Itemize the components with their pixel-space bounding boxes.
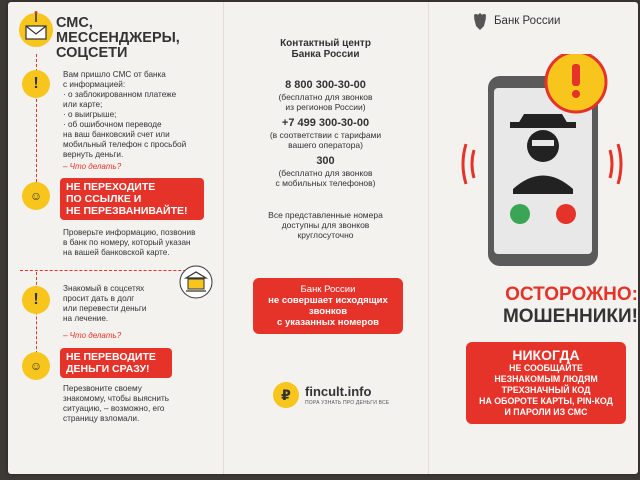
bank-emblem-icon bbox=[468, 10, 492, 34]
sms-scenario-text: Вам пришло СМС от банка с информацией: · о заблокированном платеже или карте; · о выигрыше; · об ошибочном переводе на ваш банковский счет или мобильный телефон с просьбой вернуть деньги. bbox=[63, 70, 187, 159]
no-outgoing-calls-box: Банк России не совершает исходящих звонков с указанных номеров bbox=[253, 278, 403, 334]
what-to-do-question: – Что делать? bbox=[63, 162, 122, 171]
column-contacts bbox=[223, 2, 428, 474]
headline-scammers: МОШЕННИКИ! bbox=[502, 306, 638, 327]
ruble-coin-icon bbox=[271, 380, 301, 410]
headline-caution: ОСТОРОЖНО: bbox=[505, 284, 638, 305]
social-scenario-text: Знакомый в соцсетях просит дать в долг или перевести деньги на лечение. bbox=[63, 284, 147, 323]
exclamation-icon: ! bbox=[22, 70, 50, 98]
phone-2: +7 499 300-30-00 bbox=[281, 117, 370, 129]
never-share-box bbox=[466, 342, 626, 424]
column-sms-messengers bbox=[8, 2, 223, 474]
leaflet-sheet bbox=[8, 2, 638, 474]
person-icon: ☺ bbox=[22, 182, 50, 210]
never-title: НИКОГДА bbox=[512, 347, 580, 363]
phone-1: 8 800 300-30-00 bbox=[285, 79, 366, 91]
never-text: НЕ СООБЩАЙТЕ НЕЗНАКОМЫМ ЛЮДЯМ ТРЕХЗНАЧНЫЙ КОД НА ОБОРОТЕ КАРТЫ, PIN-КОД И ПАРОЛИ ИЗ СМС bbox=[479, 363, 613, 417]
contact-center-title: Контактный центр Банка России bbox=[280, 38, 371, 60]
person-icon: ☺ bbox=[22, 352, 50, 380]
svg-text:₽: ₽ bbox=[281, 388, 291, 404]
bank-name: Банк России bbox=[494, 15, 561, 27]
exclamation-icon: ! bbox=[22, 286, 50, 314]
phone-3: 300 bbox=[316, 155, 335, 167]
column-warning bbox=[428, 2, 638, 474]
check-info-text: Проверьте информацию, позвонив в банк по номеру, который указан на вашей банковской карте. bbox=[63, 228, 196, 257]
what-to-do-question: – Что делать? bbox=[63, 331, 122, 340]
site-link[interactable]: fincult.info bbox=[305, 384, 372, 399]
phone-2-note: (в соответствии с тарифами вашего оператора) bbox=[269, 130, 382, 150]
warning-dont-click: НЕ ПЕРЕХОДИТЕ ПО ССЫЛКЕ И НЕ ПЕРЕЗВАНИВАЙТЕ! bbox=[60, 178, 204, 220]
phone-scam-illustration bbox=[458, 54, 638, 274]
site-tagline: ПОРА УЗНАТЬ ПРО ДЕНЬГИ ВСЕ bbox=[305, 400, 390, 406]
call-friend-text: Перезвоните своему знакомому, чтобы выяснить ситуацию, – возможно, его страницу взломали. bbox=[63, 384, 169, 423]
fold-line bbox=[223, 2, 224, 474]
warning-dont-transfer: НЕ ПЕРЕВОДИТЕ ДЕНЬГИ СРАЗУ! bbox=[60, 348, 172, 378]
availability-note: Все представленные номера доступны для звонков круглосуточно bbox=[268, 210, 383, 240]
envelope-alert-icon bbox=[18, 10, 54, 50]
fold-line bbox=[428, 2, 429, 474]
phone-3-note: (бесплатно для звонков с мобильных телефонов) bbox=[275, 168, 376, 188]
phone-1-note: (бесплатно для звонков из регионов России) bbox=[278, 92, 373, 112]
section-title: СМС, МЕССЕНДЖЕРЫ, СОЦСЕТИ bbox=[56, 15, 180, 61]
